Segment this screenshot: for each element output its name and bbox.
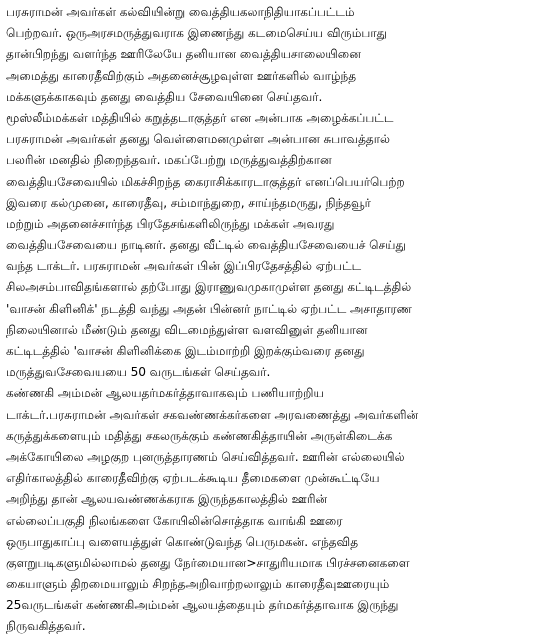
text-line: மருத்துவசேவையயை 50 வருடங்கள் செய்தவர். xyxy=(6,365,271,380)
text-line: அக்கோயிலை அழகுற புனருத்தாரணம் செய்வித்தவர். ஊரின் எல்லையில் xyxy=(6,449,405,464)
text-line: நிருவகித்தவர். xyxy=(6,619,86,634)
text-line: அறிந்து தான் ஆலயவண்ணக்கராக இருந்தகாலத்தில் ஊரின் xyxy=(6,492,328,507)
text-line: எதிர்காலத்தில் காரைதீவிற்கு ஏற்படக்கூடிய தீமைகளை முன்கூட்டியே xyxy=(6,471,380,486)
text-line: 25வருடங்கள் கண்ணகிஅம்மன் ஆலயத்தையும் தர்மகர்த்தாவாக இருந்து xyxy=(6,598,399,613)
text-line: கருத்துக்களையும் மதித்து சகலருக்கும் கண்ணகித்தாயின் அருள்கிடைக்க xyxy=(6,428,393,443)
text-line: பரசுராமன் அவர்கள் கல்வியின்று வைத்தியகலாநிதியாகப்பட்டம் xyxy=(6,5,355,19)
text-line: கண்ணகி அம்மன் ஆலயதர்மகர்த்தாவாகவும் பணியாற்றிய xyxy=(6,386,324,401)
text-line: குளறுபடிகளுமில்லாமல் தனது நேர்மையான>சாதுரியமாக பிரச்சனைகளை xyxy=(6,555,410,570)
text-line: பரசுராமன் அவர்கள் தனது வெள்ளைமனமுள்ள அன்பான சுபாவத்தால் xyxy=(6,132,390,147)
text-line: சிலஅசம்பாவிதங்களால் தற்போது இராணுவமுகாமுள்ள தனது கட்டிடத்தில் xyxy=(6,280,412,295)
text-line: வைத்தியசேவையை நாடினர். தனது வீட்டில் வைத்தியசேவையைச் செய்து xyxy=(6,238,406,253)
paragraph-1 xyxy=(6,2,556,108)
text-line: இவரை கல்முனை, காரைதீவு, சம்மாந்துறை, சாய்ந்தமருது, நிந்தவூர் xyxy=(6,195,371,210)
text-line: தான்பிறந்து வளர்ந்த ஊரிலேயே தனியான வைத்தியசாலையினை xyxy=(6,47,361,62)
text-line: ஒருபாதுகாப்பு வளையத்துள் கொண்டுவந்த பெருமகன். எந்தவித xyxy=(6,534,359,549)
paragraph-3 xyxy=(6,383,556,637)
text-line: நிலையினால் மீண்டும் தனது விடமைந்துள்ள வளவினுள் தனியான xyxy=(6,322,368,337)
text-line: எல்லைப்பகுதி நிலங்களை கோயிலின்சொத்தாக வாங்கி ஊரை xyxy=(6,513,343,528)
text-line: மூஸ்லீம்மக்கள் மத்தியில் கறுத்தடாகுத்தர் என அன்பாக அழைக்கப்பட்ட xyxy=(6,110,394,125)
text-line: பெற்றவர். ஒருஅரசமருத்துவராக இணைந்து கடமைசெய்ய விரும்பாது xyxy=(6,26,388,41)
text-line: மற்றும் அதனைச்சார்ந்த பிரதேசங்களிலிருந்து மக்கள் அவரது xyxy=(6,216,335,231)
text-line: வைத்தியசேவையில் மிகச்சிறந்த கைராசிக்காரடாகுத்தர் எனப்பெயர்பெற்ற xyxy=(6,174,405,189)
text-line: வந்த டாக்டர். பரசுராமன் அவர்கள் பின் இப்பிரதேசத்தில் ஏற்பட்ட xyxy=(6,259,362,274)
text-line: டாக்டர்.பரசுராமன் அவர்கள் சகவண்ணக்கர்களை அரவணைத்து அவர்களின் xyxy=(6,407,419,422)
paragraph-2 xyxy=(6,108,556,383)
text-line: 'வாசன் கிளினிக்' நடத்தி வந்து அதன் பின்னர் நாட்டில் ஏற்பட்ட அசாதாரண xyxy=(6,301,413,316)
text-line: கையாளும் திறமையாலும் சிறந்தஅறிவாற்றலாலும் காரைதீவுஊரையும் xyxy=(6,577,390,592)
text-line: அமைத்து காரைதீவிற்கும் அதனைச்சூழவுள்ள ஊர்களில் வாழ்ந்த xyxy=(6,68,356,83)
text-line: கட்டிடத்தில் 'வாசன் கிளினிக்கை இடம்மாற்றி இறக்கும்வரை தனது xyxy=(6,344,365,358)
text-line: மக்களுக்காகவும் தனது வைத்திய சேவையினை செய்தவர். xyxy=(6,89,323,104)
document-body xyxy=(6,2,556,638)
text-line: பலரின் மனதில் நிறைந்தவர். மகப்பேற்று மருத்துவத்திற்கான xyxy=(6,153,332,168)
